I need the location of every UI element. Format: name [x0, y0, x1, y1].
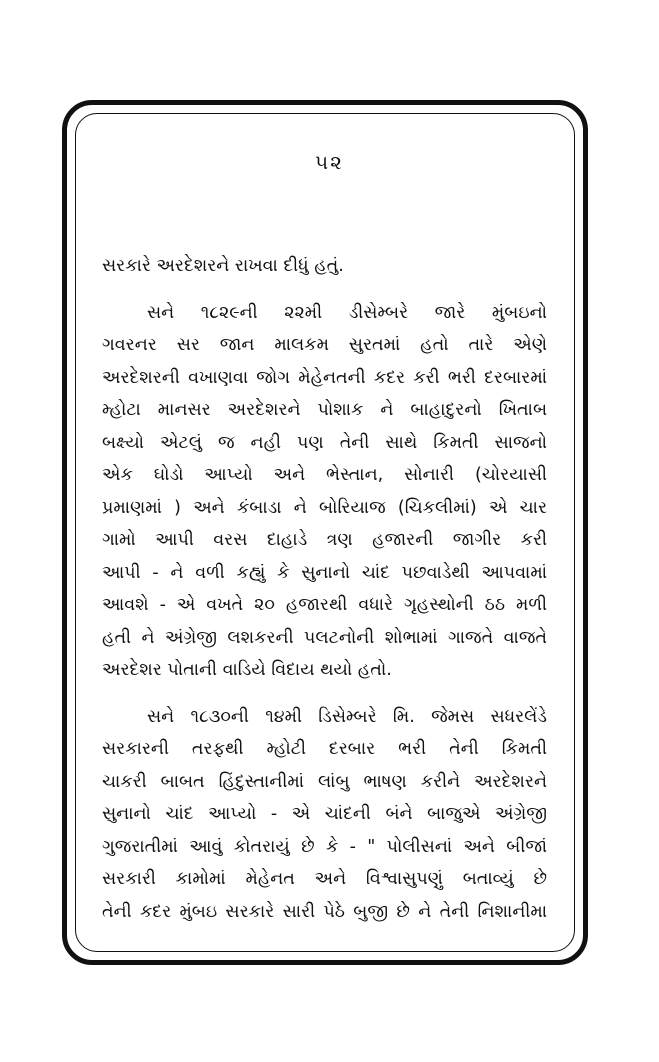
- text-line: સરકારી કામોમાં મેહેનત અને વિશ્વાસુપણું બતાવ્યું છે: [102, 869, 547, 889]
- text-line: ગામો આપી વરસ દાહાડે ત્રણ હજારની જાગીર કરી: [102, 530, 547, 550]
- text-line: સરકારની તરફથી મ્હોટી દરબાર ભરી તેની કિમતી: [102, 739, 547, 759]
- text-line: આવશે - એ વખતે ૨૦ હજારથી વધારે ગૃહસ્થોની ઠઠ મળી: [102, 595, 547, 615]
- text-line: ગવરનર સર જાન માલકમ સુરતમાં હતો તારે એણે: [102, 335, 547, 355]
- text-line: હતી ને અંગ્રેજી લશકરની પલટનોની શોભામાં ગાજતે વાજતે: [102, 627, 547, 648]
- page-body-text: [102, 250, 547, 928]
- text-line: સને ૧૮૩૦ની ૧૪મી ડિસેમ્બરે મિ. જેમસ સધરલેંડે: [147, 706, 547, 727]
- page-number: ૫૨: [315, 150, 344, 174]
- text-line: તેની કદર મુંબઇ સરકારે સારી પેઠે બુજી છે ને તેની નિશાનીમા: [102, 901, 547, 922]
- text-line: આપી - ને વળી કહ્યું કે સુનાનો ચાંદ પછવાડેથી આપવામાં: [102, 562, 547, 583]
- text-line: સુનાનો ચાંદ આપ્યો - એ ચાંદની બંને બાજુએ અંગ્રેજી: [102, 804, 547, 824]
- paragraph-gap: [102, 687, 547, 701]
- text-line: અરદેશરની વખાણવા જોગ મેહેનતની કદર કરી ભરી દરબારમાં: [102, 367, 547, 388]
- text-line: મ્હોટા માનસર અરદેશરને પોશાક ને બાહાદુરનો ખિતાબ: [102, 400, 547, 420]
- text-line: સરકારે અરદેશરને રાખવા દીધું હતું.: [102, 256, 344, 276]
- text-line: ચાકરી બાબત હિંદુસ્તાનીમાં લાંબુ ભાષણ કરીને અરદેશરને: [102, 771, 547, 792]
- text-line: ગુજરાતીમાં આવું કોતરાયું છે કે - " પોલીસનાં અને બીજાં: [102, 836, 547, 857]
- text-line: અરદેશર પોતાની વાડિયે વિદાય થયો હતો.: [102, 660, 392, 680]
- paragraph-gap: [102, 283, 547, 297]
- text-line: બક્ષ્યો એટલું જ નહી પણ તેની સાથે કિમતી સાજનો: [102, 432, 547, 453]
- text-line: પ્રમાણમાં ) અને કંબાડા ને બોરિયાજ (ચિકલીમાં) એ ચાર: [102, 497, 547, 518]
- text-line: સને ૧૮૨૯ની ૨૨મી ડીસેમ્બરે જારે મુંબઇનો: [147, 302, 547, 323]
- text-line: એક ઘોડો આપ્યો અને ભેસ્તાન, સોનારી (ચોરયાસી: [102, 465, 547, 485]
